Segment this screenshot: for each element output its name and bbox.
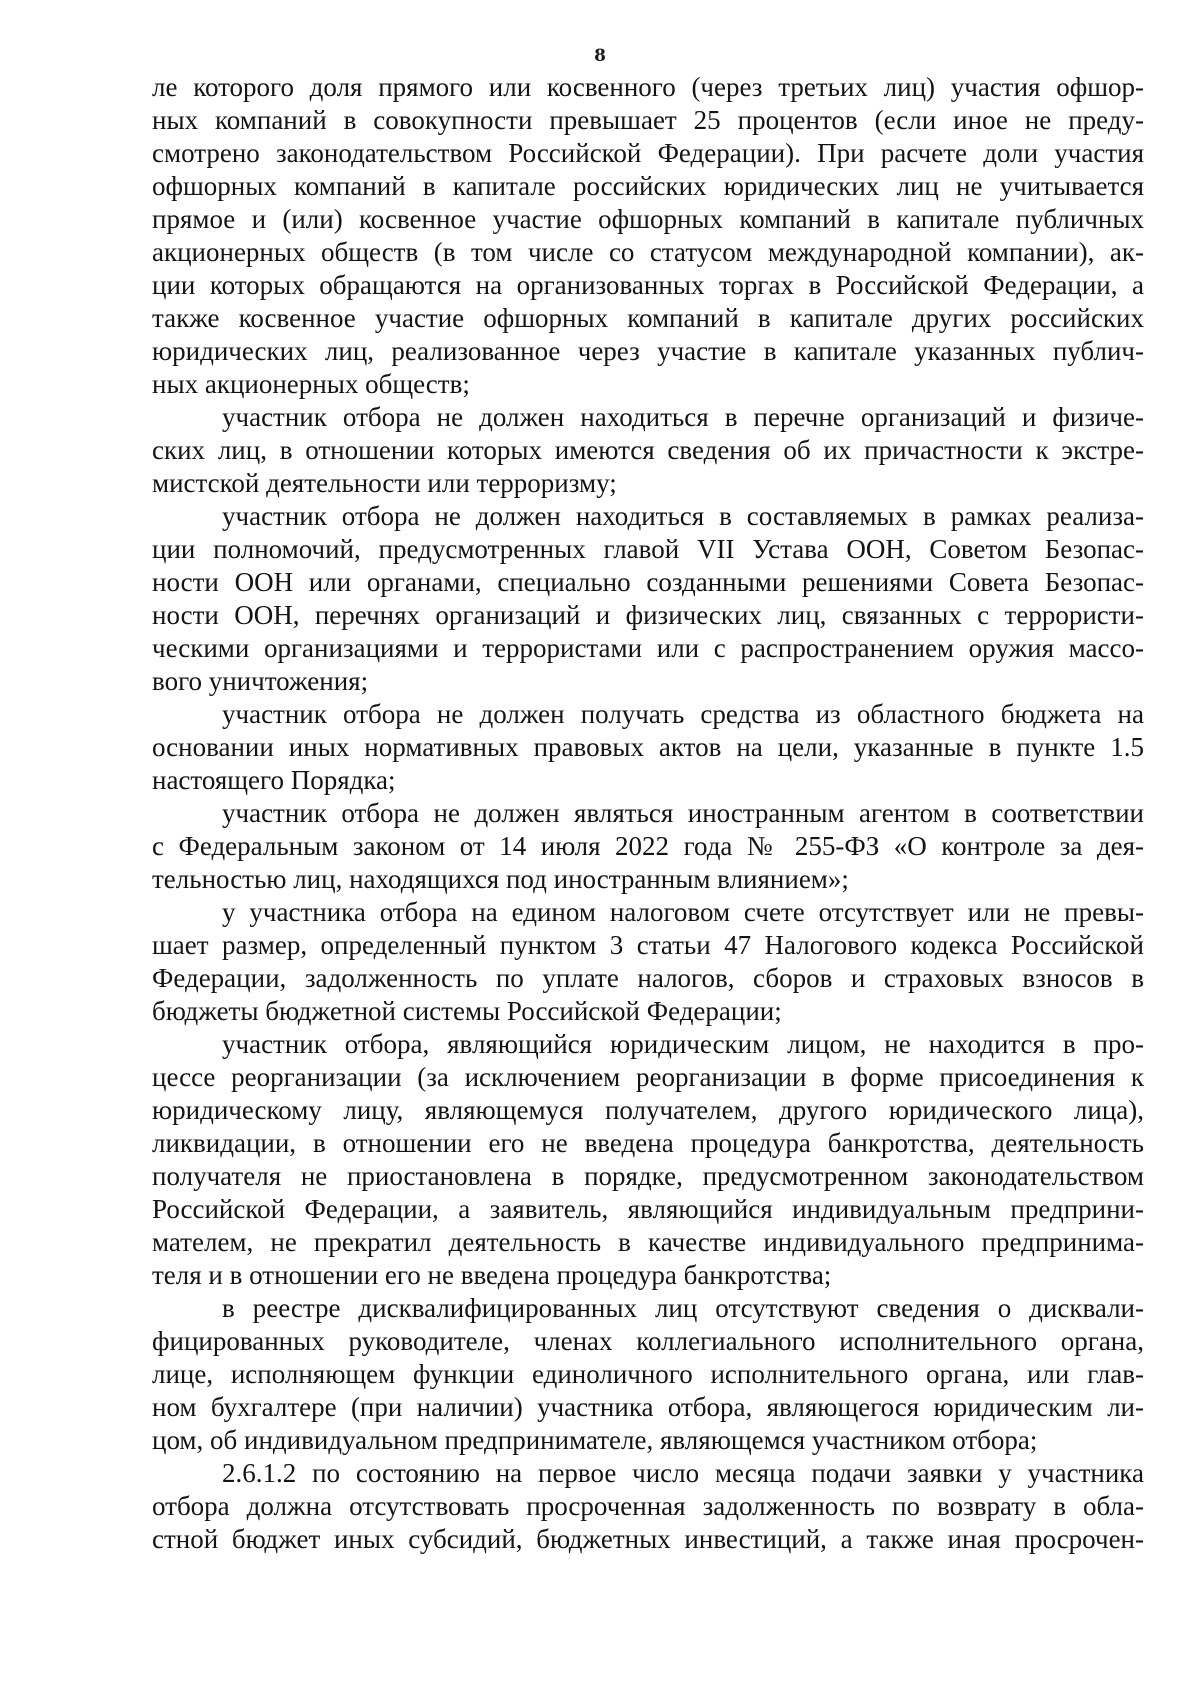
- text-line: ских лиц, в отношении которых имеются сведения об их причастности к экстре-: [152, 435, 1144, 465]
- text-line: шает размер, определенный пунктом 3 статьи 47 Налогового кодекса Российской: [152, 930, 1144, 960]
- text-line: цом, об индивидуальном предпринимателе, являющемся участником отбора;: [152, 1425, 1038, 1455]
- text-line: ции полномочий, предусмотренных главой VII Устава ООН, Советом Безопас-: [152, 534, 1144, 564]
- text-line: лице, исполняющем функции единоличного исполнительного органа, или глав-: [152, 1359, 1144, 1389]
- text-line: теля и в отношении его не введена процедура банкротства;: [152, 1260, 832, 1290]
- text-line: ле которого доля прямого или косвенного (через третьих лиц) участия офшор-: [152, 72, 1144, 102]
- text-line: ческими организациями и террористами или с распространением оружия массо-: [152, 633, 1144, 663]
- text-line: мателем, не прекратил деятельность в качестве индивидуального предпринима-: [152, 1227, 1144, 1257]
- text-line: акционерных обществ (в том числе со статусом международной компании), ак-: [152, 237, 1144, 267]
- paragraph-first-line: участник отбора не должен получать средства из областного бюджета на: [222, 699, 1144, 729]
- text-line: ных компаний в совокупности превышает 25 процентов (если иное не преду-: [152, 105, 1144, 135]
- text-line: тельностью лиц, находящихся под иностранным влиянием»;: [152, 864, 849, 894]
- text-line: вого уничтожения;: [152, 666, 369, 696]
- paragraph-first-line: 2.6.1.2 по состоянию на первое число месяца подачи заявки у участника: [222, 1458, 1144, 1488]
- paragraph-first-line: участник отбора не должен находиться в перечне организаций и физиче-: [222, 402, 1144, 432]
- text-line: ции которых обращаются на организованных торгах в Российской Федерации, а: [152, 270, 1144, 300]
- paragraph-first-line: участник отбора, являющийся юридическим лицом, не находится в про-: [222, 1029, 1144, 1059]
- text-line: с Федеральным законом от 14 июля 2022 года № 255-ФЗ «О контроле за дея-: [152, 831, 1144, 861]
- text-line: бюджеты бюджетной системы Российской Федерации;: [152, 996, 782, 1026]
- text-line: стной бюджет иных субсидий, бюджетных инвестиций, а также иная просрочен-: [152, 1524, 1144, 1554]
- text-line: основании иных нормативных правовых актов на цели, указанные в пункте 1.5: [152, 732, 1144, 762]
- text-line: мистской деятельности или терроризму;: [152, 468, 617, 498]
- text-line: прямое и (или) косвенное участие офшорных компаний в капитале публичных: [152, 204, 1144, 234]
- text-line: ности ООН или органами, специально созданными решениями Совета Безопас-: [152, 567, 1144, 597]
- document-body: [152, 71, 1144, 1556]
- text-line: настоящего Порядка;: [152, 765, 396, 795]
- text-line: отбора должна отсутствовать просроченная задолженность по возврату в обла-: [152, 1491, 1144, 1521]
- text-line: получателя не приостановлена в порядке, предусмотренном законодательством: [152, 1161, 1144, 1191]
- text-line: юридических лиц, реализованное через участие в капитале указанных публич-: [152, 336, 1144, 366]
- text-line: офшорных компаний в капитале российских юридических лиц не учитывается: [152, 171, 1144, 201]
- paragraph-first-line: у участника отбора на едином налоговом счете отсутствует или не превы-: [222, 897, 1144, 927]
- text-line: юридическому лицу, являющемуся получателем, другого юридического лица),: [152, 1095, 1144, 1125]
- text-line: цессе реорганизации (за исключением реорганизации в форме присоединения к: [152, 1062, 1144, 1092]
- paragraph-first-line: участник отбора не должен находиться в составляемых в рамках реализа-: [222, 501, 1144, 531]
- text-line: смотрено законодательством Российской Федерации). При расчете доли участия: [152, 138, 1144, 168]
- paragraph-first-line: участник отбора не должен являться иностранным агентом в соответствии: [222, 798, 1144, 828]
- text-line: ном бухгалтере (при наличии) участника отбора, являющегося юридическим ли-: [152, 1392, 1144, 1422]
- text-line: ликвидации, в отношении его не введена процедура банкротства, деятельность: [152, 1128, 1144, 1158]
- text-line: Федерации, задолженность по уплате налогов, сборов и страховых взносов в: [152, 963, 1144, 993]
- text-line: также косвенное участие офшорных компаний в капитале других российских: [152, 303, 1144, 333]
- text-line: Российской Федерации, а заявитель, являющийся индивидуальным предприни-: [152, 1194, 1144, 1224]
- text-line: фицированных руководителе, членах коллегиального исполнительного органа,: [152, 1326, 1144, 1356]
- text-line: ных акционерных обществ;: [152, 369, 470, 399]
- text-line: ности ООН, перечнях организаций и физических лиц, связанных с террористи-: [152, 600, 1144, 630]
- paragraph-first-line: в реестре дисквалифицированных лиц отсутствуют сведения о дисквали-: [222, 1293, 1144, 1323]
- page-number: 8: [594, 46, 606, 66]
